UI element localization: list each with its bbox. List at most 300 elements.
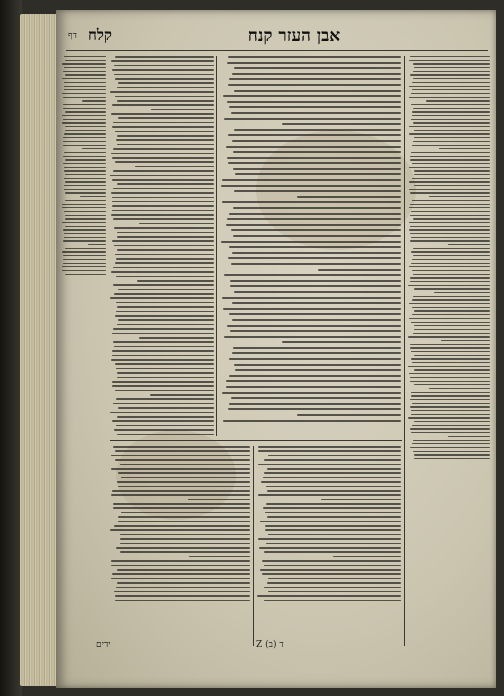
text-line: [117, 232, 214, 234]
text-line: [64, 152, 106, 153]
text-line: [414, 458, 490, 459]
text-line: [410, 215, 490, 216]
commentary-column-right: [408, 56, 490, 646]
text-line: [268, 534, 401, 536]
text-line: [409, 207, 490, 208]
text-line: [112, 333, 214, 335]
text-line: [115, 390, 214, 392]
text-line: [222, 201, 401, 203]
text-line: [112, 104, 214, 106]
text-line: [412, 145, 490, 146]
text-line: [413, 78, 490, 79]
text-line: [115, 315, 214, 317]
text-line: [229, 358, 401, 360]
text-line: [409, 189, 490, 190]
text-line: [113, 267, 214, 269]
text-line: [231, 229, 401, 231]
text-line: [413, 274, 490, 275]
text-line: [113, 507, 250, 509]
text-line: [229, 78, 401, 80]
text-line: [265, 529, 401, 531]
text-line: [267, 582, 401, 584]
text-line: [224, 274, 401, 276]
text-line: [268, 591, 401, 593]
text-line: [116, 311, 214, 313]
text-line: [409, 266, 490, 267]
text-line: [115, 254, 214, 256]
text-line: [63, 137, 106, 138]
text-line: [411, 251, 490, 252]
text-line: [227, 157, 401, 159]
text-line: [118, 472, 250, 474]
text-line: [411, 322, 490, 323]
text-line: [226, 224, 401, 226]
text-line: [117, 183, 214, 185]
text-line: [118, 486, 250, 488]
text-line: [82, 100, 106, 101]
text-line: [258, 450, 401, 452]
text-line: [232, 252, 401, 254]
text-line: [117, 434, 214, 436]
text-line: [413, 122, 490, 123]
text-line: [117, 481, 250, 483]
text-line: [268, 455, 401, 457]
text-line: [117, 144, 214, 146]
text-line: [112, 179, 214, 181]
text-line: [111, 113, 214, 115]
text-line: [409, 181, 490, 182]
text-line: [65, 159, 106, 160]
text-line: [118, 407, 214, 409]
text-line: [117, 324, 214, 326]
text-line: [262, 560, 401, 562]
text-line: [409, 97, 490, 98]
text-line: [110, 91, 214, 93]
text-line: [135, 166, 214, 168]
text-line: [413, 333, 490, 334]
text-line: [229, 375, 401, 377]
text-line: [412, 259, 490, 260]
text-line: [110, 175, 214, 177]
text-line: [64, 237, 106, 238]
text-line: [412, 163, 490, 164]
text-line: [410, 281, 490, 282]
text-line: [110, 529, 250, 531]
text-line: [137, 280, 214, 282]
running-title: אבן העזר קנח: [247, 26, 341, 46]
text-line: [118, 117, 215, 119]
text-line: [188, 499, 250, 501]
text-line: [297, 196, 401, 198]
text-line: [410, 233, 490, 234]
text-line: [113, 188, 214, 190]
text-line: [120, 534, 250, 536]
text-line: [235, 369, 401, 371]
text-line: [233, 347, 401, 349]
text-line: [112, 69, 214, 71]
text-line: [414, 355, 490, 356]
text-line: [222, 392, 401, 394]
text-line: [411, 263, 490, 264]
text-line: [62, 251, 106, 252]
text-line: [65, 174, 106, 175]
text-line: [412, 362, 490, 363]
text-line: [113, 341, 214, 343]
text-line: [65, 130, 106, 131]
column-divider: [404, 56, 405, 646]
text-line: [62, 93, 106, 94]
text-line: [64, 56, 106, 57]
text-line: [117, 377, 214, 379]
text-line: [226, 386, 401, 388]
text-line: [408, 417, 490, 418]
text-line: [116, 547, 250, 549]
text-line: [264, 551, 401, 553]
text-line: [112, 350, 214, 352]
text-line: [64, 233, 106, 234]
text-line: [118, 521, 250, 523]
text-line: [414, 310, 490, 311]
text-line: [260, 569, 401, 571]
text-line: [282, 341, 401, 343]
text-line: [65, 226, 106, 227]
text-line: [297, 414, 401, 416]
text-line: [64, 178, 106, 179]
text-line: [411, 432, 490, 433]
text-line: [414, 329, 490, 330]
text-line: [224, 118, 401, 120]
page-edges: [20, 14, 60, 686]
column-divider: [216, 56, 217, 436]
text-line: [234, 190, 401, 192]
text-line: [439, 148, 490, 149]
text-line: [260, 521, 401, 523]
text-line: [222, 297, 401, 299]
text-line: [189, 556, 250, 558]
text-line: [62, 78, 106, 79]
text-line: [62, 266, 106, 267]
text-line: [117, 100, 214, 102]
text-line: [414, 67, 490, 68]
text-line: [117, 87, 214, 89]
text-line: [117, 372, 214, 374]
text-line: [411, 395, 490, 396]
text-line: [63, 263, 106, 264]
text-line: [231, 397, 401, 399]
text-line: [111, 494, 250, 496]
text-line: [62, 115, 106, 116]
text-line: [116, 139, 214, 141]
text-line: [414, 130, 490, 131]
text-line: [64, 189, 106, 190]
commentary-bottom-middle: [257, 446, 401, 646]
text-line: [268, 578, 401, 580]
text-line: [116, 587, 250, 589]
text-line: [113, 218, 214, 220]
text-line: [112, 420, 214, 422]
text-line: [414, 137, 490, 138]
text-line: [112, 381, 214, 383]
text-line: [413, 296, 490, 297]
text-line: [120, 543, 250, 545]
text-line: [63, 229, 106, 230]
text-line: [333, 556, 401, 558]
text-line: [62, 122, 106, 123]
text-line: [112, 490, 250, 492]
text-line: [112, 157, 214, 159]
text-line: [411, 152, 490, 153]
text-line: [115, 161, 215, 163]
text-line: [234, 90, 401, 92]
text-line: [62, 204, 106, 205]
text-line: [63, 104, 106, 105]
text-line: [111, 578, 250, 580]
text-line: [63, 240, 106, 241]
text-line: [413, 108, 490, 109]
text-line: [228, 134, 401, 136]
text-line: [410, 344, 490, 345]
text-line: [115, 262, 214, 264]
text-line: [410, 406, 490, 407]
text-line: [111, 565, 250, 567]
text-line: [114, 525, 250, 527]
text-line: [233, 235, 401, 237]
text-line: [110, 412, 214, 414]
text-line: [412, 111, 490, 112]
text-line: [262, 573, 401, 575]
text-line: [114, 227, 214, 229]
text-line: [429, 196, 490, 197]
text-line: [120, 551, 250, 553]
text-line: [426, 100, 490, 101]
text-line: [258, 494, 401, 496]
text-line: [267, 516, 401, 518]
text-line: [410, 204, 490, 205]
text-line: [414, 454, 490, 455]
text-line: [231, 263, 401, 265]
text-line: [410, 226, 490, 227]
text-line: [117, 249, 214, 251]
text-line: [266, 543, 401, 545]
text-line: [448, 436, 490, 437]
text-line: [113, 122, 214, 124]
text-line: [448, 244, 490, 245]
text-line: [113, 148, 214, 150]
text-line: [121, 477, 250, 479]
text-line: [264, 472, 401, 474]
book-page: [56, 10, 496, 688]
text-line: [410, 447, 490, 448]
text-line: [264, 600, 401, 602]
text-line: [258, 538, 401, 540]
text-line: [408, 285, 490, 286]
page-header: [68, 26, 484, 48]
text-line: [115, 56, 214, 58]
text-line: [117, 416, 214, 418]
text-line: [414, 384, 490, 385]
text-line: [110, 297, 214, 299]
text-line: [65, 126, 106, 127]
text-line: [118, 82, 214, 84]
text-line: [118, 516, 251, 518]
text-line: [411, 237, 490, 238]
text-line: [63, 255, 106, 256]
text-line: [221, 241, 401, 243]
text-line: [63, 108, 106, 109]
text-line: [113, 446, 250, 448]
text-line: [229, 246, 401, 248]
text-line: [267, 490, 401, 492]
text-line: [414, 174, 490, 175]
text-line: [222, 179, 401, 181]
text-line: [411, 104, 490, 105]
text-line: [111, 468, 250, 470]
text-line: [227, 62, 401, 64]
text-line: [234, 364, 401, 366]
text-line: [112, 205, 214, 207]
text-line: [63, 145, 106, 146]
text-line: [111, 455, 250, 457]
text-line: [263, 477, 401, 479]
text-line: [65, 200, 106, 201]
commentary-bottom-left: [110, 446, 250, 646]
text-line: [112, 201, 214, 203]
text-line: [115, 600, 250, 602]
text-line: [112, 126, 214, 128]
text-line: [229, 213, 401, 215]
text-line: [62, 207, 106, 208]
text-line: [413, 451, 490, 452]
main-text-column: [221, 56, 401, 436]
book-spine-shadow: [0, 0, 22, 696]
column-divider: [253, 446, 254, 646]
text-line: [224, 336, 401, 338]
text-line: [410, 347, 490, 348]
text-line: [65, 215, 106, 216]
text-line: [112, 355, 214, 357]
text-line: [410, 377, 490, 378]
text-line: [118, 319, 214, 321]
text-line: [115, 96, 214, 98]
printer-signature: Z (ב) ד: [256, 640, 284, 650]
text-line: [117, 306, 214, 308]
text-line: [413, 255, 490, 256]
text-line: [65, 192, 106, 193]
text-line: [412, 443, 490, 444]
text-line: [263, 507, 401, 509]
text-line: [65, 218, 106, 219]
text-line: [411, 358, 490, 359]
text-line: [410, 399, 490, 400]
text-line: [121, 512, 250, 514]
text-line: [230, 285, 401, 287]
text-line: [228, 84, 401, 86]
text-line: [230, 280, 401, 282]
text-line: [223, 95, 401, 97]
text-line: [111, 271, 214, 273]
text-line: [64, 67, 106, 68]
text-line: [64, 89, 106, 90]
text-line: [410, 56, 490, 57]
text-line: [410, 240, 490, 241]
text-line: [229, 313, 401, 315]
text-line: [63, 119, 106, 120]
text-line: [231, 112, 401, 114]
text-line: [414, 185, 490, 186]
text-line: [115, 131, 214, 133]
text-line: [113, 284, 214, 286]
text-line: [111, 214, 214, 216]
text-line: [409, 303, 490, 304]
text-line: [411, 392, 490, 393]
text-line: [139, 337, 214, 339]
text-line: [318, 269, 401, 271]
header-rule: [66, 50, 488, 51]
text-line: [266, 486, 401, 488]
text-line: [413, 141, 491, 142]
text-line: [227, 325, 401, 327]
text-line: [258, 464, 401, 466]
text-line: [114, 65, 214, 67]
text-line: [410, 277, 490, 278]
text-line: [412, 178, 490, 179]
text-line: [111, 359, 214, 361]
text-line: [64, 167, 106, 168]
text-line: [229, 106, 401, 108]
text-line: [412, 299, 490, 300]
text-line: [226, 380, 401, 382]
text-line: [321, 499, 401, 501]
text-line: [63, 163, 106, 164]
text-line: [116, 276, 214, 278]
text-line: [114, 346, 214, 348]
text-line: [429, 388, 490, 389]
text-line: [80, 196, 106, 197]
text-line: [114, 429, 214, 431]
text-line: [65, 181, 106, 182]
text-line: [120, 538, 250, 540]
text-line: [112, 573, 250, 575]
text-line: [414, 325, 490, 326]
text-line: [261, 481, 401, 483]
text-line: [63, 156, 106, 157]
text-line: [267, 468, 401, 470]
text-line: [111, 153, 214, 155]
section-rule: [110, 440, 402, 441]
text-line: [232, 319, 401, 321]
text-line: [232, 302, 401, 304]
text-line: [64, 86, 106, 87]
text-line: [232, 140, 401, 142]
text-line: [63, 141, 106, 142]
text-line: [88, 244, 106, 245]
text-line: [116, 368, 214, 370]
text-line: [409, 60, 490, 61]
text-line: [414, 369, 490, 370]
text-line: [64, 185, 106, 186]
text-line: [65, 248, 106, 249]
text-line: [226, 146, 401, 148]
text-line: [116, 425, 214, 427]
text-line: [409, 318, 490, 319]
text-line: [65, 74, 106, 75]
text-line: [409, 373, 490, 374]
text-line: [410, 156, 490, 157]
text-line: [117, 236, 214, 238]
text-line: [409, 229, 490, 230]
text-line: [65, 274, 106, 275]
text-line: [411, 410, 490, 411]
